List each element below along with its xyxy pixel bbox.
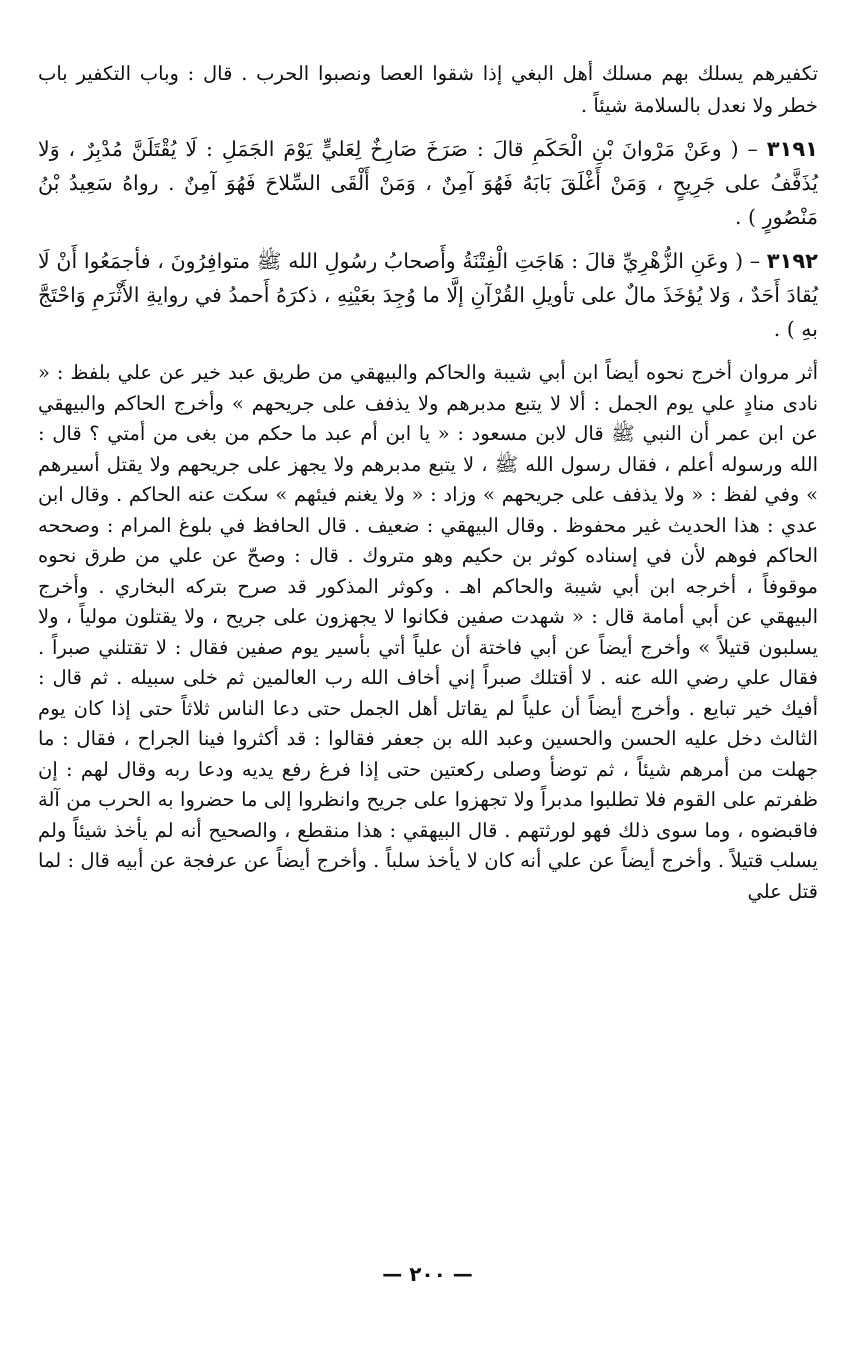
hadith-number: ٣١٩٢ [766,249,818,273]
hadith-text: – ( وعَنِ الزُّهْرِيِّ قالَ : هَاجَتِ الْفِتْنَةُ وأَصحابُ رسُولِ الله ﷺ متوافِرُونَ ، فأجمَعُوا أَنْ لَا يُقادَ أَحَدٌ ، وَلا يُؤخَذَ مالٌ على تأويلِ القُرْآنِ إلَّا ما وُجِدَ بعَيْنِهِ ، ذكرَهُ أَحمدُ في روايةِ الأَثْرَمِ وَاحْتَجَّ بهِ ) . [38,249,818,341]
hadith-3191 [38,132,818,234]
page-body [38,58,818,907]
commentary-paragraph: أثر مروان أخرج نحوه أيضاً ابن أبي شيبة والحاكم والبيهقي من طريق عبد خير عن علي بلفظ : « نادى منادٍ علي يوم الجمل : ألا لا يتبع مدبرهم ولا يذفف على جريحهم » وأخرج الحاكم والبيهقي عن ابن عمر أن النبي ﷺ قال لابن مسعود : « يا ابن أم عبد ما حكم من بغى من أمتي ؟ قال : الله ورسوله أعلم ، فقال رسول الله ﷺ ، لا يتبع مدبرهم ولا يجهز على جريحهم ولا يقتل أسيرهم » وفي لفظ : « ولا يذفف على جريحهم » وزاد : « ولا يغنم فيئهم » سكت عنه الحاكم . وقال ابن عدي : هذا الحديث غير محفوظ . وقال البيهقي : ضعيف . قال الحافظ في بلوغ المرام : وصححه الحاكم فوهم لأن في إسناده كوثر بن حكيم وهو متروك . قال : وصحّ عن علي من طرق نحوه موقوفاً ، أخرجه ابن أبي شيبة والحاكم اهـ . وكوثر المذكور قد صرح بتركه البخاري . وأخرج البيهقي عن أبي أمامة قال : « شهدت صفين فكانوا لا يجهزون على جريح ، ولا يقتلون مولياً ، ولا يسلبون قتيلاً » وأخرج أيضاً عن أبي فاختة أن علياً أتي بأسير يوم صفين فقال : لا تقتلني صبراً . فقال علي رضي الله عنه . لا أقتلك صبراً إني أخاف الله رب العالمين ثم خلى سبيله . ثم قال : أفيك خير تبايع . وأخرج أيضاً أن علياً لم يقاتل أهل الجمل حتى دعا الناس ثلاثاً حتى إذا كان يوم الثالث دخل عليه الحسن والحسين وعبد الله بن جعفر فقالوا : قد أكثروا فينا الجراح ، فقال : ما جهلت من أمرهم شيئاً ، ثم توضأ وصلى ركعتين حتى إذا فرغ رفع يديه ودعا ربه وقال لهم : إن ظفرتم على القوم فلا تطلبوا مدبراً ولا تجهزوا على جريح وانظروا إلى ما حضروا به الحرب من آلة فاقبضوه ، وما سوى ذلك فهو لورثتهم . قال البيهقي : هذا منقطع ، والصحيح أنه لم يأخذ شيئاً ولم يسلب قتيلاً . وأخرج أيضاً عن علي أنه كان لا يأخذ سلباً . وأخرج أيضاً عن عرفجة عن أبيه قال : لما قتل علي [38,361,818,903]
page-number: — ٢٠٠ — [382,1262,473,1286]
intro-paragraph: تكفيرهم يسلك بهم مسلك أهل البغي إذا شقوا العصا ونصبوا الحرب . قال : وباب التكفير باب خطر ولا نعدل بالسلامة شيئاً . [38,62,818,117]
hadith-text: – ( وعَنْ مَرْوانَ بْنِ الْحَكَمِ قالَ : صَرَخَ صَارِخٌ لِعَليٍّ يَوْمَ الجَمَلِ : لَا يُقْتَلَنَّ مُدْبِرٌ ، وَلا يُذَفَّفُ على جَرِيحٍ ، وَمَنْ أَغْلَقَ بَابَهُ فَهُوَ آمِنٌ ، وَمَنْ أَلْقَى السِّلاحَ فَهُوَ آمِنٌ . رواهُ سَعِيدُ بْنُ مَنْصُورٍ ) . [38,137,818,229]
hadith-3192 [38,244,818,346]
hadith-number: ٣١٩١ [766,137,818,161]
